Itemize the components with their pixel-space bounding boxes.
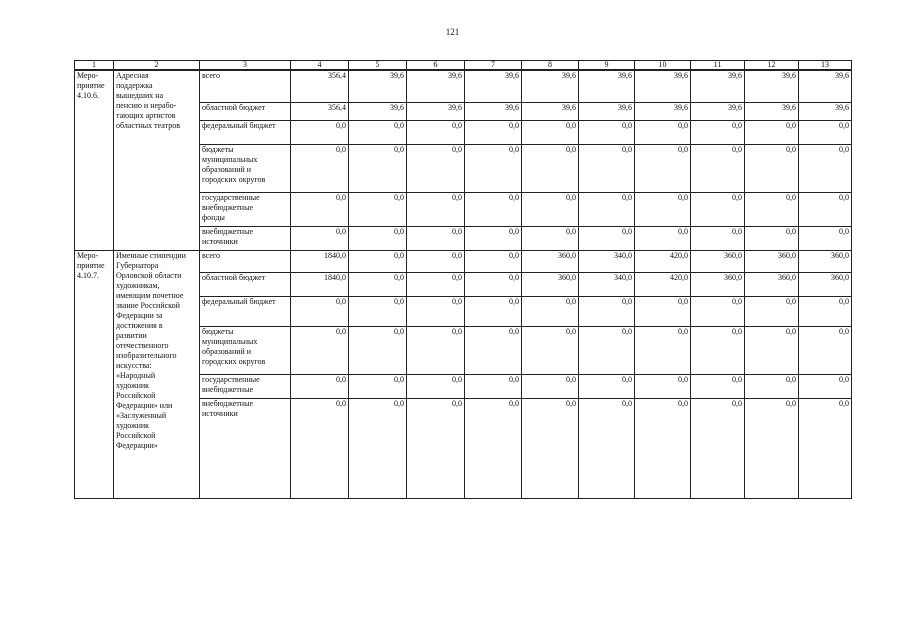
- value-cell: 0,0: [349, 398, 407, 498]
- value-cell: 0,0: [407, 120, 465, 144]
- value-cell: 0,0: [349, 374, 407, 398]
- value-cell: 360,0: [799, 272, 852, 296]
- value-cell: 0,0: [407, 398, 465, 498]
- column-header-5: 5: [349, 61, 407, 71]
- value-cell: 0,0: [745, 296, 799, 326]
- value-cell: 0,0: [465, 144, 522, 192]
- funding-source: всего: [200, 70, 291, 102]
- value-cell: 0,0: [291, 120, 349, 144]
- funding-source: федеральный бюджет: [200, 120, 291, 144]
- column-header-10: 10: [635, 61, 691, 71]
- value-cell: 0,0: [522, 144, 579, 192]
- value-cell: 0,0: [745, 226, 799, 250]
- value-cell: 39,6: [799, 102, 852, 120]
- value-cell: 39,6: [799, 70, 852, 102]
- value-cell: 0,0: [579, 226, 635, 250]
- measure-code: Меро- приятие 4.10.7.: [75, 250, 114, 498]
- value-cell: 0,0: [349, 226, 407, 250]
- value-cell: 0,0: [691, 144, 745, 192]
- value-cell: 0,0: [579, 326, 635, 374]
- value-cell: 0,0: [522, 296, 579, 326]
- value-cell: 39,6: [635, 102, 691, 120]
- value-cell: 0,0: [349, 120, 407, 144]
- value-cell: 0,0: [407, 374, 465, 398]
- value-cell: 0,0: [465, 120, 522, 144]
- value-cell: 0,0: [579, 398, 635, 498]
- value-cell: 0,0: [635, 398, 691, 498]
- value-cell: 356,4: [291, 70, 349, 102]
- value-cell: 0,0: [579, 144, 635, 192]
- value-cell: 0,0: [745, 326, 799, 374]
- value-cell: 0,0: [465, 326, 522, 374]
- value-cell: 420,0: [635, 272, 691, 296]
- value-cell: 360,0: [522, 250, 579, 272]
- value-cell: 0,0: [349, 296, 407, 326]
- value-cell: 0,0: [522, 326, 579, 374]
- value-cell: 39,6: [465, 102, 522, 120]
- value-cell: 0,0: [291, 374, 349, 398]
- value-cell: 0,0: [522, 374, 579, 398]
- value-cell: 0,0: [745, 144, 799, 192]
- value-cell: 360,0: [691, 272, 745, 296]
- value-cell: 0,0: [291, 192, 349, 226]
- value-cell: 0,0: [465, 226, 522, 250]
- column-header-2: 2: [114, 61, 200, 71]
- value-cell: 39,6: [407, 70, 465, 102]
- value-cell: 39,6: [522, 102, 579, 120]
- value-cell: 0,0: [579, 296, 635, 326]
- value-cell: 0,0: [291, 144, 349, 192]
- value-cell: 0,0: [691, 296, 745, 326]
- value-cell: 0,0: [799, 398, 852, 498]
- value-cell: 0,0: [745, 192, 799, 226]
- value-cell: 356,4: [291, 102, 349, 120]
- value-cell: 0,0: [465, 192, 522, 226]
- funding-source: областной бюджет: [200, 102, 291, 120]
- value-cell: 0,0: [349, 326, 407, 374]
- measure-name: Именные стипендии Губернатора Орловской области художникам, имеющим почетное звание Российской Федерации за достижения в развитии отечественного изобразительного искусства: «Народный художник Российской Федерации» или «Заслуженный художник Российской Федерации»: [114, 250, 200, 498]
- value-cell: 0,0: [465, 250, 522, 272]
- funding-source: бюджеты муниципальных образований и городских округов: [200, 326, 291, 374]
- column-header-9: 9: [579, 61, 635, 71]
- value-cell: 39,6: [579, 102, 635, 120]
- column-header-6: 6: [407, 61, 465, 71]
- value-cell: 0,0: [579, 192, 635, 226]
- value-cell: 0,0: [349, 144, 407, 192]
- value-cell: 0,0: [691, 192, 745, 226]
- funding-source: федеральный бюджет: [200, 296, 291, 326]
- value-cell: 360,0: [691, 250, 745, 272]
- value-cell: 0,0: [522, 398, 579, 498]
- value-cell: 0,0: [291, 226, 349, 250]
- value-cell: 0,0: [291, 296, 349, 326]
- value-cell: 0,0: [465, 296, 522, 326]
- value-cell: 0,0: [691, 120, 745, 144]
- column-header-8: 8: [522, 61, 579, 71]
- value-cell: 0,0: [745, 398, 799, 498]
- value-cell: 0,0: [691, 398, 745, 498]
- value-cell: 0,0: [522, 226, 579, 250]
- value-cell: 0,0: [635, 144, 691, 192]
- funding-source: внебюджетные источники: [200, 398, 291, 498]
- budget-table: [74, 60, 852, 499]
- value-cell: 39,6: [635, 70, 691, 102]
- value-cell: 39,6: [691, 70, 745, 102]
- value-cell: 0,0: [579, 374, 635, 398]
- value-cell: 0,0: [407, 296, 465, 326]
- value-cell: 0,0: [799, 120, 852, 144]
- value-cell: 0,0: [407, 192, 465, 226]
- value-cell: 39,6: [465, 70, 522, 102]
- value-cell: 0,0: [745, 374, 799, 398]
- value-cell: 0,0: [799, 144, 852, 192]
- table-row: [75, 250, 852, 272]
- value-cell: 0,0: [635, 192, 691, 226]
- column-header-7: 7: [465, 61, 522, 71]
- value-cell: 0,0: [291, 398, 349, 498]
- value-cell: 39,6: [407, 102, 465, 120]
- value-cell: 0,0: [407, 144, 465, 192]
- value-cell: 39,6: [349, 102, 407, 120]
- value-cell: 39,6: [579, 70, 635, 102]
- value-cell: 360,0: [522, 272, 579, 296]
- value-cell: 0,0: [407, 250, 465, 272]
- page-number: 121: [445, 27, 460, 37]
- value-cell: 0,0: [745, 120, 799, 144]
- table-row: [75, 70, 852, 102]
- value-cell: 0,0: [635, 326, 691, 374]
- value-cell: 39,6: [745, 70, 799, 102]
- value-cell: 0,0: [799, 374, 852, 398]
- funding-source: внебюджетные источники: [200, 226, 291, 250]
- value-cell: 39,6: [691, 102, 745, 120]
- value-cell: 39,6: [522, 70, 579, 102]
- value-cell: 0,0: [465, 374, 522, 398]
- funding-source: всего: [200, 250, 291, 272]
- measure-name: Адресная поддержка вышедших на пенсию и нерабо- тающих артистов областных театров: [114, 70, 200, 250]
- value-cell: 0,0: [799, 226, 852, 250]
- value-cell: 0,0: [349, 250, 407, 272]
- column-header-13: 13: [799, 61, 852, 71]
- value-cell: 39,6: [745, 102, 799, 120]
- value-cell: 420,0: [635, 250, 691, 272]
- value-cell: 0,0: [799, 326, 852, 374]
- value-cell: 360,0: [745, 272, 799, 296]
- table-body: [75, 70, 852, 498]
- value-cell: 0,0: [635, 374, 691, 398]
- value-cell: 0,0: [407, 272, 465, 296]
- value-cell: 0,0: [291, 326, 349, 374]
- funding-source: областной бюджет: [200, 272, 291, 296]
- value-cell: 360,0: [799, 250, 852, 272]
- column-header-3: 3: [200, 61, 291, 71]
- value-cell: 0,0: [349, 272, 407, 296]
- value-cell: 340,0: [579, 250, 635, 272]
- column-header-12: 12: [745, 61, 799, 71]
- value-cell: 0,0: [635, 226, 691, 250]
- value-cell: 1840,0: [291, 250, 349, 272]
- value-cell: 340,0: [579, 272, 635, 296]
- measure-code: Меро- приятие 4.10.6.: [75, 70, 114, 250]
- column-header-4: 4: [291, 61, 349, 71]
- value-cell: 0,0: [799, 296, 852, 326]
- value-cell: 0,0: [635, 296, 691, 326]
- value-cell: 360,0: [745, 250, 799, 272]
- column-header-11: 11: [691, 61, 745, 71]
- value-cell: 0,0: [465, 272, 522, 296]
- funding-source: бюджеты муниципальных образований и городских округов: [200, 144, 291, 192]
- funding-source: государственные внебюджетные: [200, 374, 291, 398]
- value-cell: 0,0: [691, 326, 745, 374]
- value-cell: 0,0: [407, 326, 465, 374]
- value-cell: 0,0: [349, 192, 407, 226]
- value-cell: 0,0: [635, 120, 691, 144]
- value-cell: 39,6: [349, 70, 407, 102]
- value-cell: 0,0: [799, 192, 852, 226]
- funding-source: государственные внебюджетные фонды: [200, 192, 291, 226]
- value-cell: 1840,0: [291, 272, 349, 296]
- value-cell: 0,0: [407, 226, 465, 250]
- column-number-row: [75, 61, 852, 71]
- value-cell: 0,0: [522, 192, 579, 226]
- value-cell: 0,0: [579, 120, 635, 144]
- value-cell: 0,0: [691, 226, 745, 250]
- value-cell: 0,0: [522, 120, 579, 144]
- value-cell: 0,0: [465, 398, 522, 498]
- value-cell: 0,0: [691, 374, 745, 398]
- column-header-1: 1: [75, 61, 114, 71]
